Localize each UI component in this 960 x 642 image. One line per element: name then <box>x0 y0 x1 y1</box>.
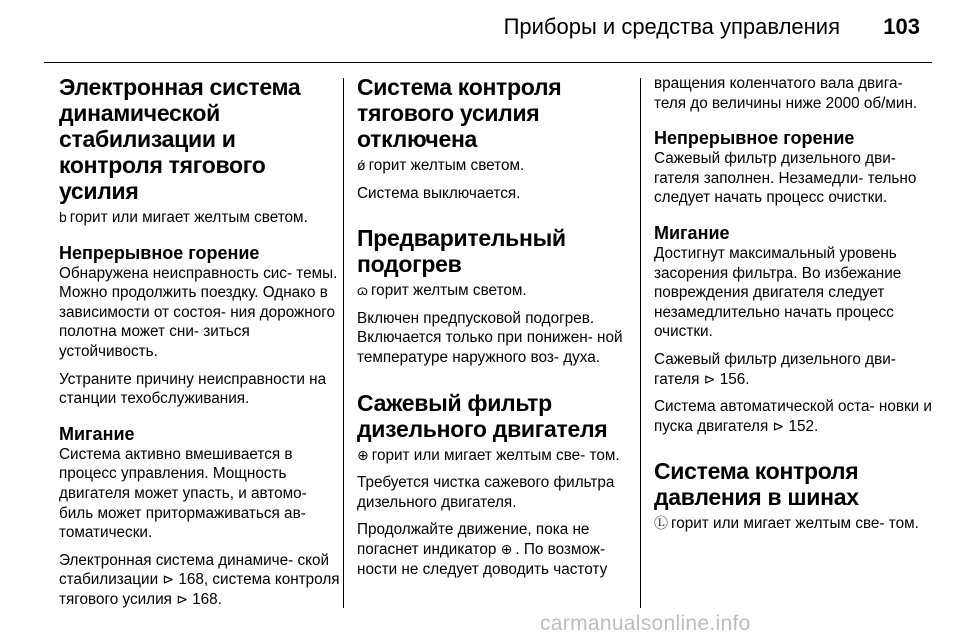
heading-flash: Мигание <box>654 222 730 243</box>
flash-text: Достигнут максимальный уровень засорения фильтра. Во избежание повреждения двигателя следует незамедлительно начать процесс очистки. <box>654 244 902 341</box>
page-header <box>0 0 960 62</box>
dpf-text: Требуется чистка сажевого фильтра дизельного двигателя. <box>357 474 615 511</box>
preheat-icon: ɷ <box>357 282 368 299</box>
column-1 <box>59 74 341 618</box>
esc-intro: горит или мигает желтым светом. <box>69 209 308 226</box>
continued-text: вращения коленчатого вала двига- теля до величины ниже 2000 об/мин. <box>654 75 918 112</box>
steady-text: Сажевый фильтр дизельного дви- гателя заполнен. Незамедли- тельно следует начать процесс очистки. <box>654 150 917 207</box>
preheat-text: Включен предпусковой подогрев. Включается только при понижен- ной температуре наружного воз- духа. <box>357 309 623 366</box>
tc-off-text: Система выключается. <box>357 184 521 202</box>
watermark-text: carmanualsonline.info <box>540 612 751 635</box>
preheat-intro: горит желтым светом. <box>370 282 527 300</box>
dpf-icon: ⊕ <box>357 446 369 463</box>
dpf-text-2b: . По возмож- ности не следует доводить частоту <box>357 540 608 578</box>
dpf-text-2a: Продолжайте движение, пока не погаснет индикатор <box>357 521 590 558</box>
ref2-page[interactable]: 152. <box>788 417 819 435</box>
steady-text-2: Устраните причину неисправности на станции техобслуживания. <box>59 370 327 408</box>
ref-text-a: Электронная система динамиче- ской стабилизации <box>59 551 330 589</box>
page-number: 103 <box>883 14 920 39</box>
ref-arrow-icon: ⊳ <box>176 590 188 607</box>
heading-tc-off: Система контроля тягового усилия отключена <box>357 74 562 152</box>
column-divider-1 <box>343 78 344 608</box>
heading-steady: Непрерывное горение <box>654 128 855 149</box>
ref-page-b[interactable]: 168. <box>192 590 222 608</box>
tc-off-intro: горит желтым светом. <box>368 157 525 174</box>
ref-arrow-icon: ⊳ <box>772 417 785 434</box>
heading-flash: Мигание <box>59 423 135 444</box>
tc-off-icon: ǿ <box>357 157 366 173</box>
flash-text: Система активно вмешивается в процесс управления. Мощность двигателя может упасть, и автомо- биль может притормаживаться ав- томатически. <box>59 445 307 542</box>
ref1-text: Сажевый фильтр дизельного дви- гателя <box>654 350 896 388</box>
dpf-icon: ⊕ <box>500 540 513 557</box>
column-3 <box>654 74 936 542</box>
ref-arrow-icon: ⊳ <box>162 571 175 588</box>
header-rule <box>44 62 932 63</box>
heading-esc: Электронная система динамической стабилизации и контроля тягового усилия <box>59 74 301 204</box>
column-2 <box>357 74 639 587</box>
ref-page-a[interactable]: 168, система контроля тягового усилия <box>59 571 340 608</box>
ref2-text: Система автоматической оста- новки и пуска двигателя <box>654 398 932 435</box>
esc-warning-icon: b <box>59 209 67 225</box>
column-divider-2 <box>640 78 641 608</box>
dpf-intro: горит или мигает желтым све- том. <box>371 446 620 464</box>
heading-steady: Непрерывное горение <box>59 242 260 263</box>
heading-dpf: Сажевый фильтр дизельного двигателя <box>357 389 608 442</box>
steady-text: Обнаружена неисправность сис- темы. Можно продолжить поездку. Однако в зависимости от состоя- ния дорожного полотна может сни- зиться устойчивость. <box>59 264 338 360</box>
header-title: Приборы и средства управления <box>503 14 840 39</box>
ref1-page[interactable]: 156. <box>719 370 750 388</box>
heading-tpms: Система контроля давления в шинах <box>654 458 859 511</box>
heading-preheat: Предварительный подогрев <box>357 225 566 278</box>
ref-arrow-icon: ⊳ <box>703 370 716 387</box>
tpms-intro: горит или мигает желтым све- том. <box>671 515 919 533</box>
tpms-icon: Ⓛ <box>654 515 668 532</box>
